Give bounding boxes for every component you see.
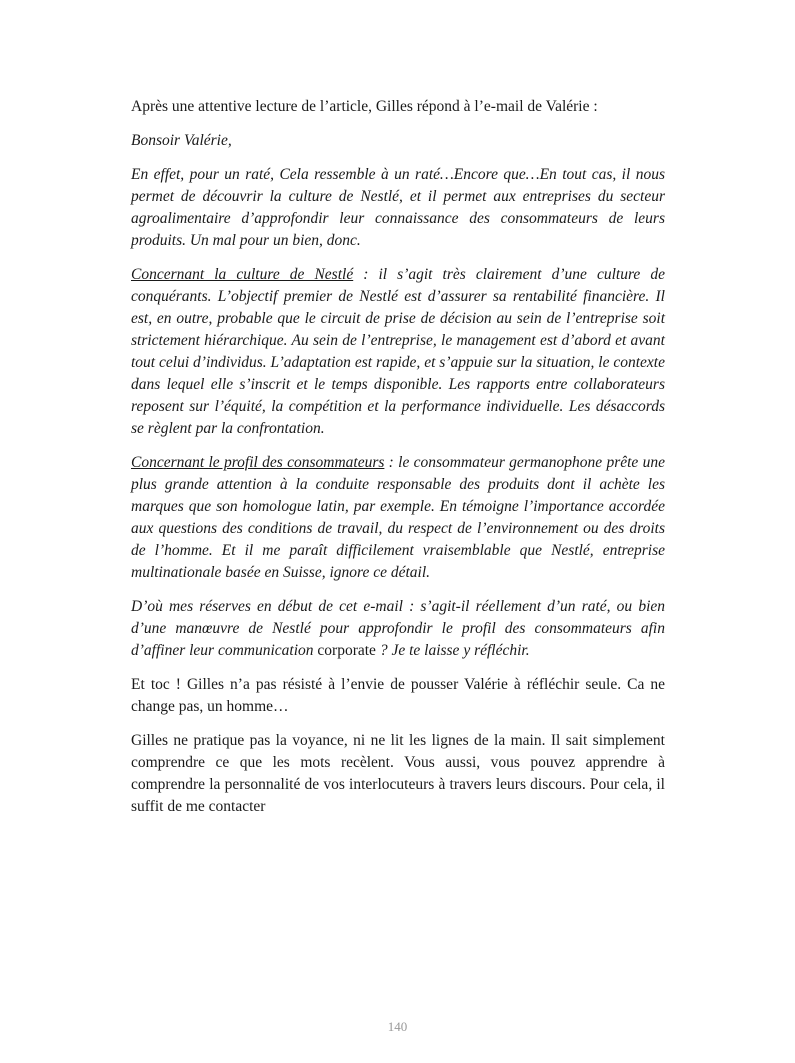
email-paragraph-1: En effet, pour un raté, Cela ressemble à un raté…Encore que…En tout cas, il nous permet de découvrir la culture de Nestlé, et il permet aux entreprises du secteur agroalimentaire d’approfondir leur connaissance des consommateurs de leurs produits. Un mal pour un bien, donc. (131, 166, 665, 249)
email-paragraph-culture (131, 264, 665, 440)
email-greeting: Bonsoir Valérie, (131, 132, 232, 149)
corporate-word: corporate (317, 642, 376, 659)
narrative-paragraph-1: Et toc ! Gilles n’a pas résisté à l’envie de pousser Valérie à réfléchir seule. Ca ne change pas, un homme… (131, 676, 665, 715)
reservations-text-after: ? Je te laisse y réfléchir. (375, 642, 530, 659)
culture-text: : il s’agit très clairement d’une culture de conquérants. L’objectif premier de Nestlé est d’assurer sa rentabilité financière. Il est, en outre, probable que le circuit de prise de décision au sein de l’entreprise soit strictement hiérarchique. Au sein de l’entreprise, le management est d’abord et avant tout celui d’individus. L’adaptation est rapide, et s’appuie sur la situation, le contexte dans lequel elle s’inscrit et le temps disponible. Les rapports entre collaborateurs reposent sur l’équité, la compétition et la performance individuelle. Les désaccords se règlent par la confrontation. (131, 266, 665, 437)
page-body (131, 96, 665, 830)
email-paragraph-consumers (131, 452, 665, 584)
consumers-heading: Concernant le profil des consommateurs (131, 454, 385, 471)
reservations-text-before: D’où mes réserves en début de cet e-mail : s’agit-il réellement d’un raté, ou bien d’une manœuvre de Nestlé pour approfondir le profil des consommateurs afin d’affiner leur communication (131, 598, 665, 659)
email-paragraph-reservations (131, 596, 665, 662)
culture-heading: Concernant la culture de Nestlé (131, 266, 354, 283)
narrative-paragraph-2: Gilles ne pratique pas la voyance, ni ne lit les lignes de la main. Il sait simplement comprendre ce que les mots recèlent. Vous aussi, vous pouvez apprendre à comprendre la personnalité de vos interlocuteurs à travers leurs discours. Pour cela, il suffit de me contacter (131, 732, 665, 815)
intro-paragraph: Après une attentive lecture de l’article, Gilles répond à l’e-mail de Valérie : (131, 98, 598, 115)
page-number: 140 (387, 1019, 408, 1034)
consumers-text: : le consommateur germanophone prête une plus grande attention à la conduite responsable des produits dont il achète les marques que son homologue latin, par exemple. En témoigne l’importance accordée aux questions des conditions de travail, du respect de l’environnement ou des droits de l’homme. Et il me paraît difficilement vraisemblable que Nestlé, entreprise multinationale basée en Suisse, ignore ce détail. (131, 454, 665, 581)
